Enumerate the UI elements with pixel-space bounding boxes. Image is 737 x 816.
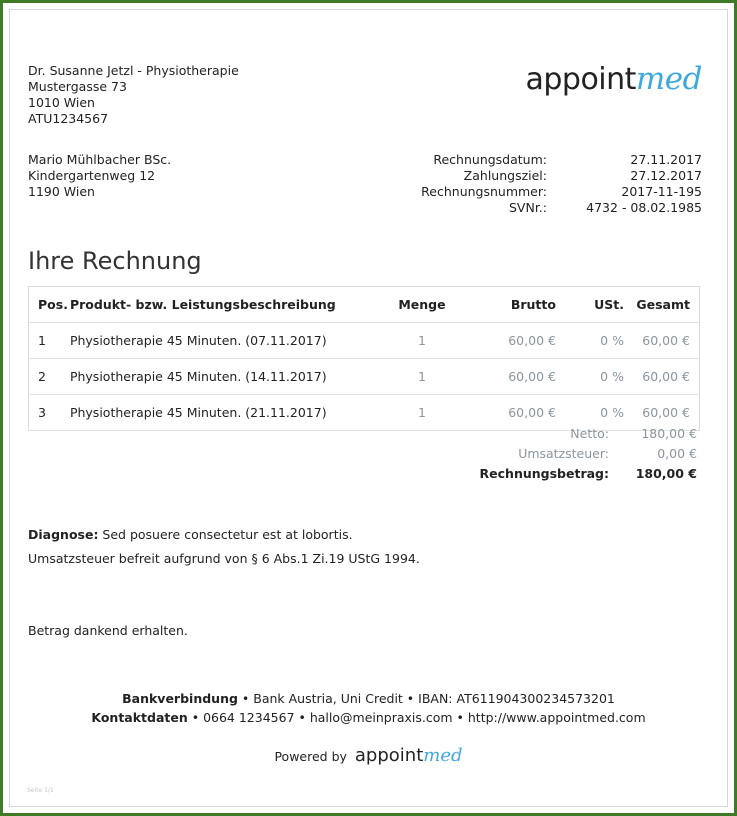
appointmed-logo <box>525 61 702 97</box>
contact-text: • 0664 1234567 • hallo@meinpraxis.com • http://www.appointmed.com <box>187 710 646 725</box>
sum-value: 180,00 € <box>635 465 697 481</box>
meta-label: Rechnungsnummer: <box>421 184 547 199</box>
cell-pos: 1 <box>29 323 69 359</box>
table-row <box>29 359 700 395</box>
meta-label: SVNr.: <box>508 200 547 215</box>
thanks-note: Betrag dankend erhalten. <box>28 623 188 638</box>
logo-part-1: appoint <box>525 62 636 97</box>
cell-total: 60,00 € <box>625 323 700 359</box>
sender-address <box>28 63 239 127</box>
logo-part-2: med <box>635 61 702 97</box>
recipient-address <box>28 152 171 200</box>
net-value: 180,00 € <box>641 425 697 441</box>
meta-row <box>387 200 702 216</box>
table-row <box>29 323 700 359</box>
footer <box>3 689 734 727</box>
cell-desc: Physiotherapie 45 Minuten. (07.11.2017) <box>69 323 361 359</box>
cell-vat: 0 % <box>557 323 625 359</box>
cell-qty: 1 <box>361 395 483 431</box>
page-number: Seite 1/1 <box>27 787 54 794</box>
invoice-meta <box>387 152 702 216</box>
recipient-name: Mario Mühlbacher BSc. <box>28 152 172 167</box>
diagnosis-section <box>28 523 420 571</box>
cell-total: 60,00 € <box>625 395 700 431</box>
cell-qty: 1 <box>361 359 483 395</box>
bank-label: Bankverbindung <box>122 691 238 706</box>
cell-vat: 0 % <box>557 359 625 395</box>
totals-row-vat <box>279 443 697 463</box>
contact-line <box>3 708 734 727</box>
sender-street: Mustergasse 73 <box>28 79 127 94</box>
invoice-page <box>3 3 734 813</box>
vat-label: Umsatzsteuer: <box>518 445 609 461</box>
sum-label: Rechnungsbetrag: <box>479 465 609 481</box>
meta-label: Zahlungsziel: <box>463 168 547 183</box>
powered-logo <box>355 745 463 766</box>
header-gross: Brutto <box>483 287 557 323</box>
powered-by <box>3 745 734 766</box>
header-vat: USt. <box>557 287 625 323</box>
meta-value: 2017-11-195 <box>621 184 702 199</box>
powered-logo-part-1: appoint <box>354 745 424 766</box>
bank-line <box>3 689 734 708</box>
cell-qty: 1 <box>361 323 483 359</box>
page-title: Ihre Rechnung <box>28 247 202 275</box>
sender-name: Dr. Susanne Jetzl - Physiotherapie <box>28 63 239 78</box>
recipient-city: 1190 Wien <box>28 184 95 199</box>
vat-note: Umsatzsteuer befreit aufgrund von § 6 Abs.1 Zi.19 UStG 1994. <box>28 551 420 566</box>
cell-gross: 60,00 € <box>483 323 557 359</box>
header-pos: Pos. <box>29 287 69 323</box>
contact-label: Kontaktdaten <box>91 710 188 725</box>
diagnosis-text: Sed posuere consectetur est at lobortis. <box>98 527 353 542</box>
sender-uid: ATU1234567 <box>28 111 109 126</box>
meta-value: 27.12.2017 <box>630 168 702 183</box>
meta-row <box>387 184 702 200</box>
header-desc: Produkt- bzw. Leistungsbeschreibung <box>69 287 361 323</box>
net-label: Netto: <box>570 425 609 441</box>
meta-label: Rechnungsdatum: <box>433 152 547 167</box>
cell-pos: 2 <box>29 359 69 395</box>
diagnosis-label: Diagnose: <box>28 527 99 542</box>
totals-table <box>279 423 697 483</box>
meta-row <box>387 152 702 168</box>
totals-row-net <box>279 423 697 443</box>
bank-text: • Bank Austria, Uni Credit • IBAN: AT611904300234573201 <box>237 691 615 706</box>
recipient-street: Kindergartenweg 12 <box>28 168 156 183</box>
sender-city: 1010 Wien <box>28 95 95 110</box>
cell-pos: 3 <box>29 395 69 431</box>
powered-logo-part-2: med <box>423 745 463 766</box>
diagnosis-line <box>28 523 420 547</box>
cell-desc: Physiotherapie 45 Minuten. (21.11.2017) <box>69 395 361 431</box>
header-total: Gesamt <box>625 287 700 323</box>
meta-value: 4732 - 08.02.1985 <box>586 200 702 215</box>
vat-value: 0,00 € <box>657 445 697 461</box>
meta-row <box>387 168 702 184</box>
table-header-row <box>29 287 700 323</box>
meta-value: 27.11.2017 <box>630 152 702 167</box>
cell-vat: 0 % <box>557 395 625 431</box>
cell-desc: Physiotherapie 45 Minuten. (14.11.2017) <box>69 359 361 395</box>
cell-gross: 60,00 € <box>483 359 557 395</box>
powered-label: Powered by <box>274 749 347 764</box>
cell-total: 60,00 € <box>625 359 700 395</box>
header-qty: Menge <box>361 287 483 323</box>
cell-gross: 60,00 € <box>483 395 557 431</box>
totals-row-sum <box>279 463 697 483</box>
items-table <box>28 286 700 431</box>
